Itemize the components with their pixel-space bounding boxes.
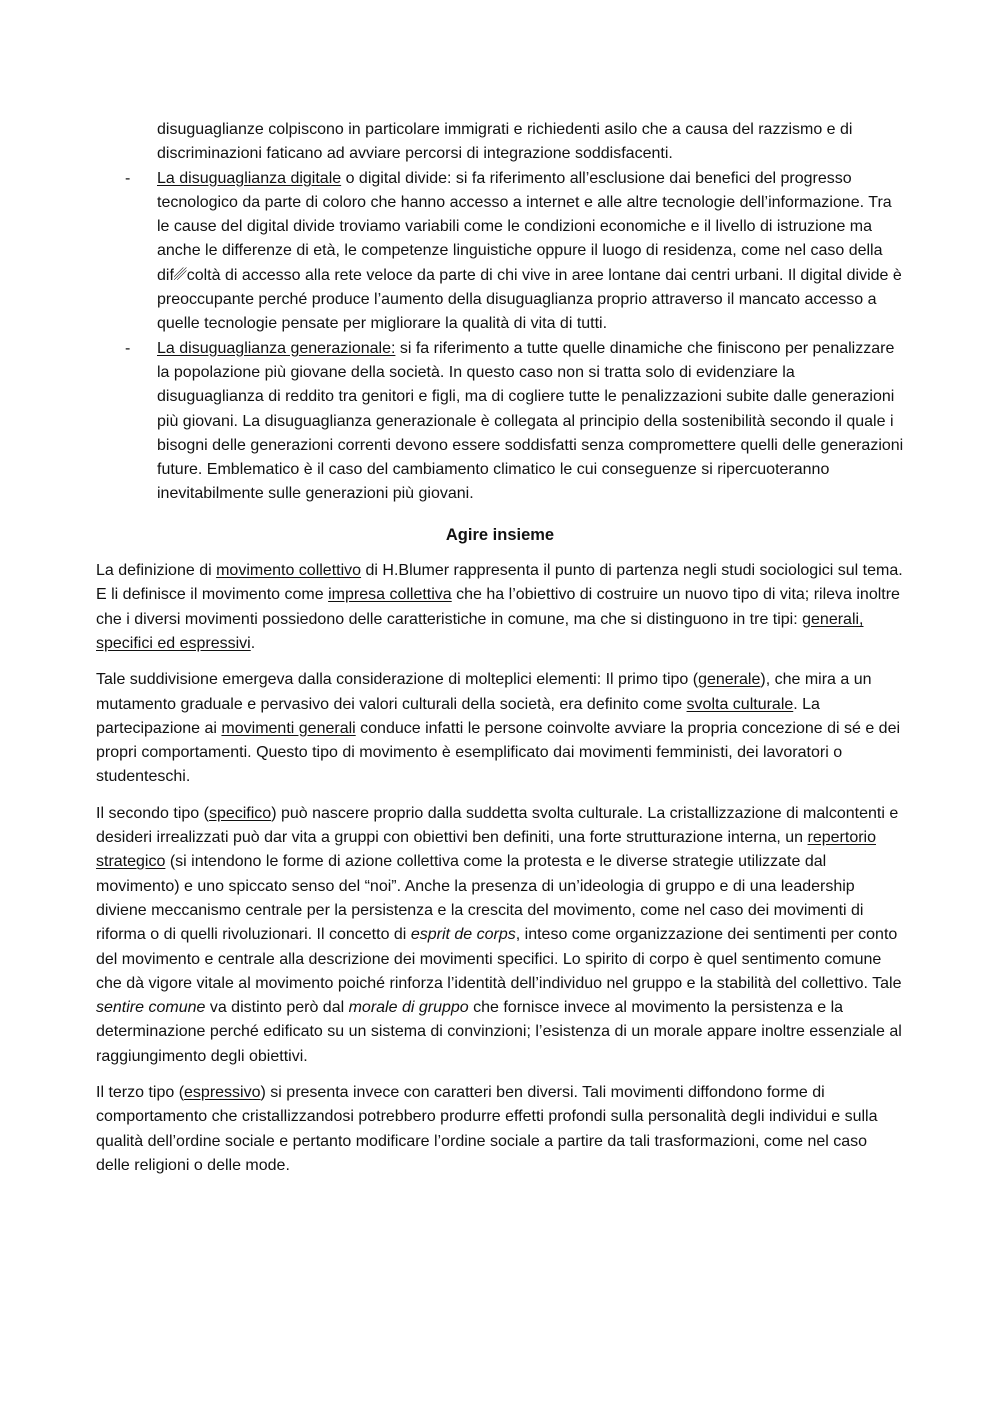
term-movimenti-generali: movimenti generali — [221, 719, 356, 737]
paragraph-general-type: Tale suddivisione emergeva dalla considerazione di molteplici elementi: Il primo tipo (generale), che mira a un mutamento graduale e pervasivo dei valori culturali della società, era definito come svolta culturale. La partecipazione ai movimenti generali conduce infatti le persone coinvolte avviare la propria concezione di sé e dei propri comportamenti. Questo tipo di movimento è esemplificato dai movimenti femministi, dei lavoratori o studenteschi. — [96, 671, 901, 786]
list-dash: - — [125, 339, 131, 357]
term-espressivo: espressivo — [184, 1083, 261, 1101]
term-impresa-collettiva: impresa collettiva — [328, 586, 452, 604]
list-item-text: si fa riferimento a tutte quelle dinamiche che finiscono per penalizzare la popolazione più giovane della società. In questo caso non si tratta solo di evidenziare la disuguaglianza di reddito tra genitori e figli, ma di cogliere tutte le penalizzazioni subite dalle generazioni più giovani. La disuguaglianza generazionale è collegata al principio della sostenibilità secondo il quale i bisogni delle generazioni correnti devono essere soddisfatti senza compromettere quelli delle generazioni future. Emblematico è il caso del cambiamento climatico le cui conseguenze si ripercuoteranno inevitabilmente sulle generazioni più giovani. — [157, 339, 904, 503]
list-item-digital-divide — [96, 167, 904, 337]
term-repertorio-strategico: repertorio strategico — [96, 829, 876, 871]
term-tipi: generali, specifici ed espressivi — [96, 610, 864, 652]
page-content — [96, 118, 904, 1190]
term-morale-di-gruppo: morale di gruppo — [348, 999, 469, 1017]
section-heading: Agire insieme — [445, 525, 555, 544]
paragraph-definition: La definizione di movimento collettivo di H.Blumer rappresenta il punto di partenza negli studi sociologici sul tema. E li definisce il movimento come impresa collettiva che ha l’obiettivo di costruire un nuovo tipo di vita; rileva inoltre che i diversi movimenti possiedono delle caratteristiche in comune, ma che si distinguono in tre tipi: generali, specifici ed espressivi. — [96, 562, 903, 652]
list-item-text: o digital divide: si fa riferimento all’esclusione dai benefici del progresso tecnologico da parte di coloro che hanno accesso a internet e alle altre tecnologie dell’informazione. Tra le cause del digital divide troviamo variabili come le condizioni economiche e il livello di istruzione ma anche le differenze di età, le competenze linguistiche oppure il luogo di residenza, come nel caso della dif␥coltà di accesso alla rete veloce da parte di chi vive in aree lontane dai centri urbani. Il digital divide è preoccupante perché produce l’aumento della disuguaglianza proprio attraverso il mancato accesso a quelle tecnologie pensate per migliorare la qualità di vita di tutti. — [157, 169, 902, 333]
term-movimento-collettivo: movimento collettivo — [216, 562, 362, 580]
term-generale: generale — [698, 671, 761, 689]
list-item-generational-inequality — [96, 337, 904, 507]
list-dash: - — [125, 169, 131, 187]
term-esprit-de-corps: esprit de corps — [410, 926, 516, 944]
list-item-continuation: disuguaglianze colpiscono in particolare immigrati e richiedenti asilo che a causa del razzismo e di discriminazioni faticano ad avviare percorsi di integrazione soddisfacenti. — [157, 121, 853, 163]
paragraph-specific-type: Il secondo tipo (specifico) può nascere proprio dalla suddetta svolta culturale. La cristallizzazione di malcontenti e desideri irrealizzati può dar vita a gruppi con obiettivi ben definiti, una forte strutturazione interna, un repertorio strategico (si intendono le forme di azione collettiva come la protesta e le diverse strategie utilizzate dal movimento) e uno spiccato senso del “noi”. Anche la presenza di un’ideologia di gruppo e di una leadership diviene meccanismo centrale per la persistenza e la crescita del movimento, come nel caso dei movimenti di riforma o di quelli rivoluzionari. Il concetto di esprit de corps, inteso come organizzazione dei sentimenti per conto del movimento e centrale alla descrizione dei movimenti specifici. Lo spirito di corpo è quel sentimento comune che dà vigore vitale al movimento poiché rinforza l’identità dell’individuo nel gruppo e la stabilità del collettivo. Tale sentire comune va distinto però dal morale di gruppo che fornisce invece al movimento la persistenza e la determinazione perché edificato su un sistema di convinzioni; l’esistenza di un morale appare inoltre essenziale al raggiungimento degli obiettivi. — [96, 804, 902, 1065]
term-digital-divide: La disuguaglianza digitale — [157, 169, 342, 187]
term-svolta-culturale: svolta culturale — [686, 695, 794, 713]
term-specifico: specifico — [208, 804, 272, 822]
term-generational-inequality: La disuguaglianza generazionale: — [157, 339, 396, 357]
term-sentire-comune: sentire comune — [96, 999, 206, 1017]
paragraph-expressive-type: Il terzo tipo (espressivo) si presenta invece con caratteri ben diversi. Tali movimenti diffondono forme di comportamento che cristallizzandosi potrebbero produrre effetti profondi sulla personalità degli individui e sulla qualità dell’ordine sociale e pertanto modificare l’ordine sociale a partire da tali trasformazioni, come nel caso delle religioni o delle mode. — [96, 1083, 878, 1174]
